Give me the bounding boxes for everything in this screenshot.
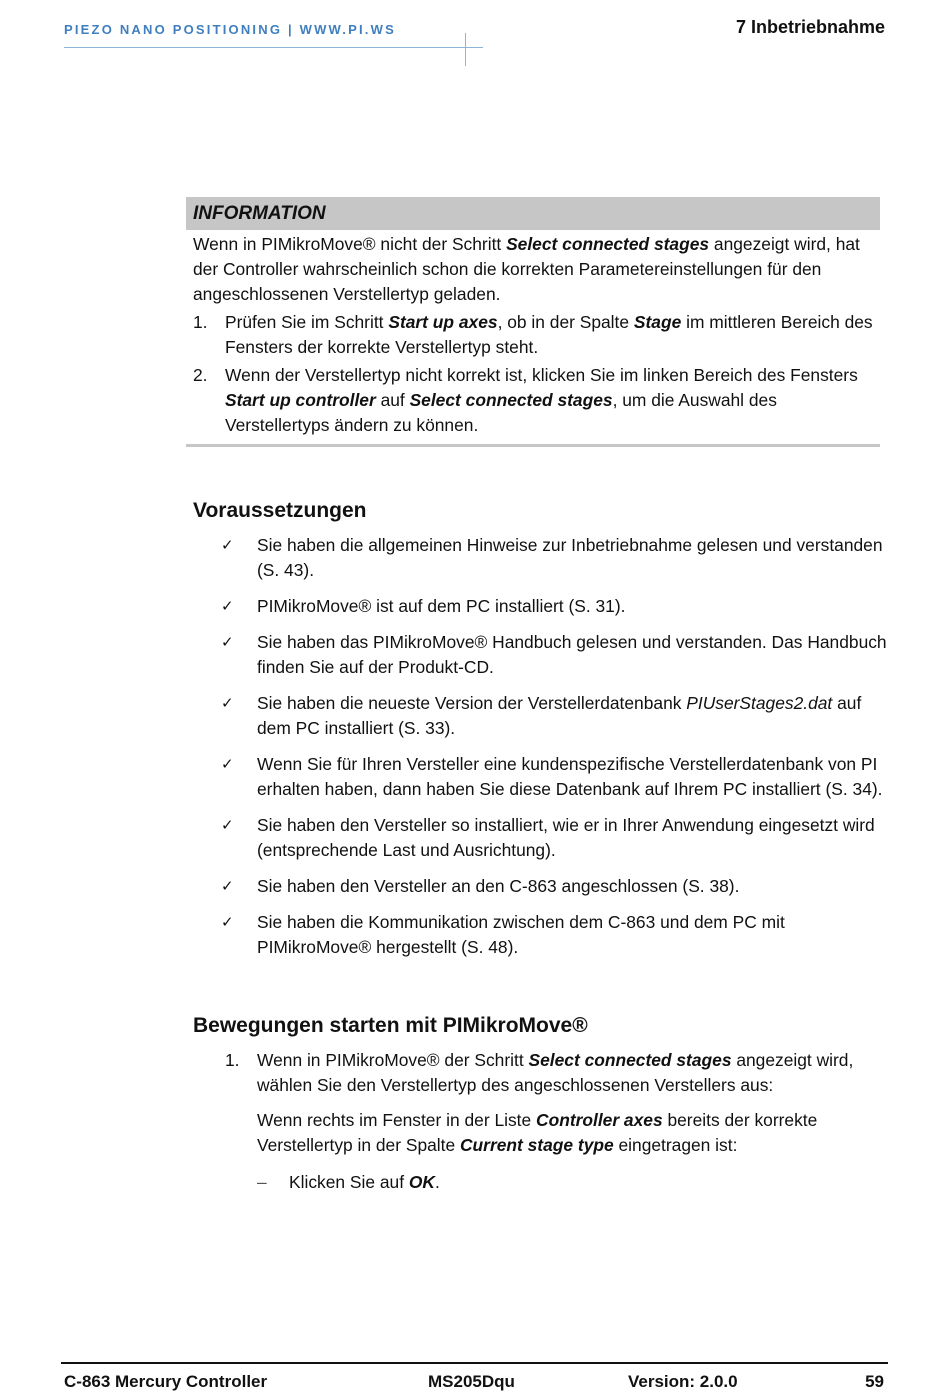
procedure-steps: [225, 1048, 885, 1195]
checklist-item: ✓ Sie haben die neueste Version der Verstellerdatenbank PIUserStages2.dat auf dem PC installiert (S. 33).: [221, 693, 862, 738]
info-list-item: 2. Wenn der Verstellertyp nicht korrekt ist, klicken Sie im linken Bereich des Fensters Start up controller auf Select connected stages, um die Auswahl des Verstellertyps ändern zu können.: [193, 365, 858, 435]
action-item: – Klicken Sie auf OK.: [225, 1170, 885, 1195]
step-item: 1. Wenn in PIMikroMove® der Schritt Select connected stages angezeigt wird, wählen Sie den Verstellertyp des angeschlossenen Verstellers aus:: [225, 1050, 854, 1095]
checklist-item: ✓ Sie haben den Versteller so installiert, wie er in Ihrer Anwendung eingesetzt wird (entsprechende Last und Ausrichtung).: [221, 815, 875, 860]
ui-term: Start up axes: [388, 312, 498, 332]
info-box-bottom-rule: [186, 444, 880, 447]
ui-term: Select connected stages: [409, 390, 613, 410]
brand-logo-cross-vertical: [465, 33, 466, 66]
checkmark-icon: ✓: [221, 633, 234, 651]
checklist-item: ✓ Sie haben das PIMikroMove® Handbuch gelesen und verstanden. Das Handbuch finden Sie auf der Produkt-CD.: [221, 632, 887, 677]
info-list-item: 1. Prüfen Sie im Schritt Start up axes, ob in der Spalte Stage im mittleren Bereich des Fensters der korrekte Verstellertyp steht.: [193, 312, 873, 357]
list-number: 1.: [193, 312, 208, 332]
footer-page-number: 59: [865, 1372, 884, 1391]
footer-product: C-863 Mercury Controller: [64, 1372, 268, 1391]
chapter-title: 7 Inbetriebnahme: [735, 17, 885, 37]
checkmark-icon: ✓: [221, 597, 234, 615]
ui-term: Stage: [633, 312, 682, 332]
checkmark-icon: ✓: [221, 816, 234, 834]
checklist-item: ✓ Sie haben die Kommunikation zwischen dem C-863 und dem PC mit PIMikroMove® hergestellt (S. 48).: [221, 912, 785, 957]
checkmark-icon: ✓: [221, 913, 234, 931]
list-number: 2.: [193, 365, 208, 385]
brand-logo-text: PIEZO NANO POSITIONING | WWW.PI.WS: [64, 22, 396, 37]
checklist-item: ✓ Wenn Sie für Ihren Versteller eine kundenspezifische Verstellerdatenbank von PI erhalten haben, dann haben Sie diese Datenbank auf Ihrem PC installiert (S. 34).: [221, 754, 883, 799]
info-box-header: [186, 197, 880, 230]
ui-term: Current stage type: [460, 1135, 614, 1155]
ui-term: OK: [408, 1172, 435, 1192]
section-heading-bewegungen: Bewegungen starten mit PIMikroMove®: [193, 1014, 588, 1037]
info-intro: Wenn in PIMikroMove® nicht der Schritt Select connected stages angezeigt wird, hat der Controller wahrscheinlich schon die korrekten Parametereinstellungen für den angeschlossenen Verstellertyp geladen.: [193, 234, 860, 304]
checklist-item: ✓ Sie haben die allgemeinen Hinweise zur Inbetriebnahme gelesen und verstanden (S. 43).: [221, 535, 883, 580]
footer-rule: [61, 1362, 888, 1364]
info-heading: INFORMATION: [193, 203, 326, 224]
ui-term: Controller axes: [536, 1110, 663, 1130]
ui-term: Start up controller: [225, 390, 376, 410]
info-box-body: [193, 232, 883, 438]
section-heading-voraussetzungen: Voraussetzungen: [193, 499, 367, 522]
brand-logo-cross-horizontal: [447, 47, 483, 48]
checkmark-icon: ✓: [221, 694, 234, 712]
checkmark-icon: ✓: [221, 877, 234, 895]
checkmark-icon: ✓: [221, 536, 234, 554]
ui-term: Select connected stages: [506, 234, 710, 254]
checkmark-icon: ✓: [221, 755, 234, 773]
file-name: PIUserStages2.dat: [686, 693, 833, 713]
prerequisites-checklist: [221, 533, 889, 971]
step-number: 1.: [225, 1050, 240, 1070]
ui-term: Select connected stages: [528, 1050, 732, 1070]
checklist-item: ✓ Sie haben den Versteller an den C-863 angeschlossen (S. 38).: [221, 874, 889, 899]
step-condition: Wenn rechts im Fenster in der Liste Controller axes bereits der korrekte Verstellertyp in der Spalte Current stage type eingetragen ist:: [257, 1110, 818, 1155]
footer-version: Version: 2.0.0: [628, 1372, 738, 1391]
dash-bullet: –: [257, 1172, 267, 1192]
footer-doc-id: MS205Dqu: [428, 1372, 515, 1391]
checklist-item: ✓ PIMikroMove® ist auf dem PC installiert (S. 31).: [221, 594, 889, 619]
brand-logo-line: [64, 47, 482, 48]
